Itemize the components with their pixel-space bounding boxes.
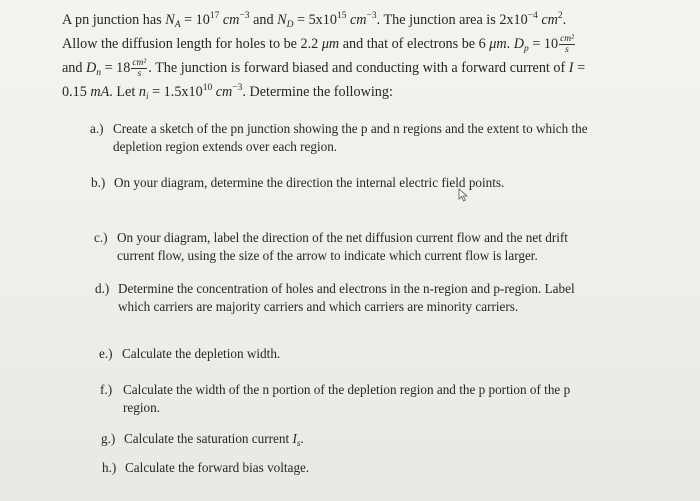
question-label: f.) [100,382,113,397]
question-b: b.) On your diagram, determine the direction the internal electric field points. [91,175,505,190]
problem-line-3: and $D_n = 18$ $\frac{\text{cm²}}{s}$ . The junction is forward biased and conducting with a forward current of I = [62,58,586,80]
problem-line-1: A pn junction has $N_A = 10^{17}$ $cm^{-3}$ and $N_D = 5x10^{15}$ $cm^{-3}$. The junction area is $2x10^{-4}$ $cm^2$. [62,11,567,30]
question-d: d.) Determine the concentration of holes and electrons in the n-region and p-region. Label which carriers are majority carriers and which carriers are minority carriers. [95,281,575,314]
problem-line-4: 0.15 mA. Let $n_i = 1.5x10^{10}$ $cm^{-3}$. Determine the following: [62,83,393,102]
question-f: f.) Calculate the width of the n portion of the depletion region and the p portion of the p region. [100,382,571,415]
question-label: h.) [102,460,117,475]
mouse-pointer-icon [458,188,470,202]
problem-statement [62,8,692,104]
question-label: g.) [101,431,116,446]
question-label: d.) [95,281,110,296]
question-e: e.) Calculate the depletion width. [99,346,281,361]
dp-unit-fraction: $\frac{\text{cm²}}{s}$ [560,34,574,56]
question-a: a.) Create a sketch of the pn junction showing the p and n regions and the extent to which the depletion region extends over each region. [90,121,588,154]
problem-line-2: Allow the diffusion length for holes to be 2.2 μm and that of electrons be 6 μm. $D_p = 10$ $\frac{\text{cm²}}{s}$ [62,34,574,56]
dn-unit-fraction: $\frac{\text{cm²}}{s}$ [132,58,147,80]
question-label: e.) [99,346,113,361]
question-label: c.) [94,230,108,245]
question-g: g.) Calculate the saturation current $I_s$. [101,431,304,449]
question-c: c.) On your diagram, label the direction of the net diffusion current flow and the net drift current flow, using the size of the arrow to indicate which current flow is larger. [94,230,568,263]
question-label: b.) [91,175,106,190]
question-h: h.) Calculate the forward bias voltage. [102,460,310,475]
question-label: a.) [90,121,104,136]
